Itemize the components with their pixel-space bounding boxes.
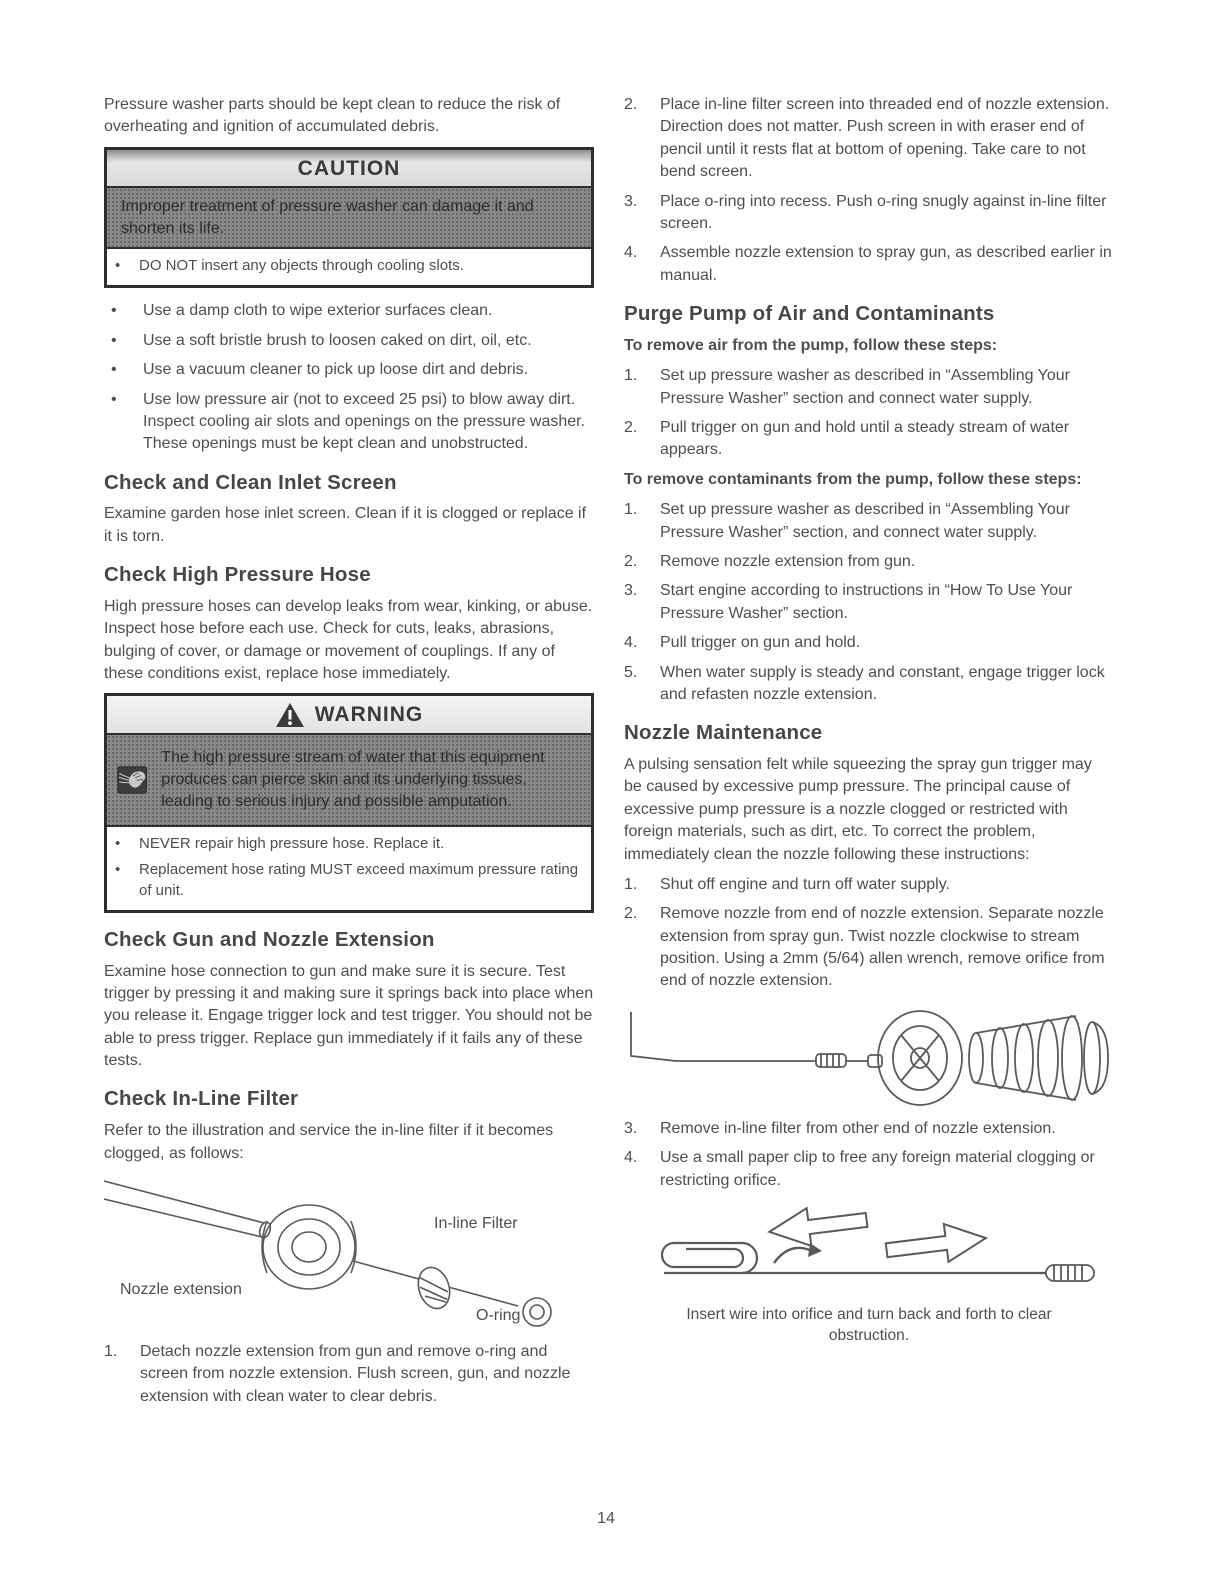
step-number: 1.: [624, 367, 638, 385]
label-inline-filter: In-line Filter: [434, 1214, 518, 1232]
numbered-step: [624, 903, 1114, 993]
step-text: Start engine according to instructions in “How To Use Your Pressure Washer” section.: [660, 582, 1073, 622]
list-item-text: • Use a damp cloth to wipe exterior surfaces clean.: [143, 302, 493, 320]
step-number: 1.: [624, 875, 638, 893]
numbered-step: [624, 191, 1114, 236]
label-o-ring: O-ring: [476, 1306, 521, 1324]
step-number: 4.: [624, 244, 638, 262]
numbered-step: [624, 1118, 1114, 1140]
step-number: 4.: [624, 1149, 638, 1167]
numbered-step: [624, 94, 1114, 184]
caution-message: Improper treatment of pressure washer can damage it and shorten its life.: [107, 188, 591, 249]
caution-bullet-text: • DO NOT insert any objects through cooling slots.: [139, 257, 464, 275]
step-number: 3.: [624, 1119, 638, 1137]
section-heading-nozzle-maintenance: Nozzle Maintenance: [624, 721, 823, 745]
warning-message-text: The high pressure stream of water that this equipment produces can pierce skin and its underlying tissues, leading to serious injury and possible amputation.: [161, 749, 545, 810]
step-text: Shut off engine and turn off water supply.: [660, 875, 950, 893]
step-number: 2.: [624, 905, 638, 923]
numbered-step: [624, 632, 1114, 654]
list-item: [104, 300, 594, 322]
warning-bullets: [107, 827, 591, 910]
step-text: Place o-ring into recess. Push o-ring snugly against in-line filter screen.: [660, 192, 1107, 232]
warning-box: [104, 693, 594, 912]
nozzle-wrench-diagram-drawing: [624, 1000, 1114, 1110]
nozzle-maintenance-body: A pulsing sensation felt while squeezing the spray gun trigger may be caused by excessive pump pressure. The principal cause of excessive pump pressure is a nozzle clogged or restricted with foreign materials, such as dirt, etc. To correct the problem, immediately clean the nozzle following these instructions:: [624, 755, 1092, 863]
step-text: Set up pressure washer as described in “Assembling Your Pressure Washer” section, and connect water supply.: [660, 501, 1070, 541]
step-text: Set up pressure washer as described in “Assembling Your Pressure Washer” section and connect water supply.: [660, 367, 1070, 407]
step-text: Remove nozzle from end of nozzle extension. Separate nozzle extension from spray gun. Twist nozzle clockwise to stream position. Using a 2mm (5/64) allen wrench, remove orifice from end of nozzle extension.: [660, 905, 1105, 990]
section-heading-gun-nozzle: Check Gun and Nozzle Extension: [104, 927, 435, 951]
warning-triangle-icon: [275, 702, 305, 728]
inline-filter-diagram-drawing: [104, 1173, 594, 1333]
intro-paragraph: Pressure washer parts should be kept clean to reduce the risk of overheating and ignition of accumulated debris.: [104, 96, 561, 136]
step-text: Detach nozzle extension from gun and remove o-ring and screen from nozzle extension. Flush screen, gun, and nozzle extension with clean water to clear debris.: [140, 1342, 571, 1405]
page-number: 14: [597, 1510, 615, 1527]
list-item: [104, 359, 594, 381]
label-nozzle-extension: Nozzle extension: [120, 1280, 242, 1298]
step-number: 2.: [624, 552, 638, 570]
caution-title: [107, 150, 591, 188]
gun-nozzle-body: Examine hose connection to gun and make sure it is secure. Test trigger by pressing it and making sure it springs back into place when you release it. Engage trigger lock and test trigger. You should not be able to press trigger. Replace gun immediately if it fails any of these tests.: [104, 962, 594, 1070]
numbered-step: [624, 580, 1114, 625]
warning-bullet-text: • NEVER repair high pressure hose. Replace it.: [139, 834, 445, 852]
step-number: 5.: [624, 663, 638, 681]
left-column: [104, 94, 594, 1415]
nozzle-wrench-diagram: [624, 1000, 1114, 1110]
list-item: [104, 330, 594, 352]
paper-clip-diagram-drawing: [624, 1199, 1114, 1297]
numbered-step: [624, 1147, 1114, 1192]
warning-title: [107, 696, 591, 734]
caution-box: [104, 147, 594, 289]
step-text: Pull trigger on gun and hold until a steady stream of water appears.: [660, 418, 1070, 459]
inline-filter-diagram: [104, 1173, 594, 1333]
purge-air-intro: To remove air from the pump, follow these steps:: [624, 336, 998, 354]
numbered-step: [624, 499, 1114, 544]
numbered-step: [624, 365, 1114, 410]
step-text: Use a small paper clip to free any foreign material clogging or restricting orifice.: [660, 1149, 1095, 1189]
warning-bullet: [109, 859, 581, 901]
step-number: 1.: [624, 501, 638, 519]
step-text: Assemble nozzle extension to spray gun, as described earlier in manual.: [660, 244, 1112, 284]
inlet-screen-body: Examine garden hose inlet screen. Clean if it is clogged or replace if it is torn.: [104, 505, 587, 545]
caution-bullet: [109, 255, 581, 276]
care-bullet-list: [104, 300, 594, 455]
warning-bullet: [109, 833, 581, 854]
list-item: [104, 389, 594, 456]
high-pressure-hose-body: High pressure hoses can develop leaks from wear, kinking, or abuse. Inspect hose before each use. Check for cuts, leaks, abrasions, bulging of cover, or damage or movement of couplings. If any of these conditions exist, replace hose immediately.: [104, 597, 593, 683]
step-number: 1.: [104, 1342, 118, 1360]
right-column: [624, 94, 1114, 1347]
list-item-text: • Use low pressure air (not to exceed 25 psi) to blow away dirt. Inspect cooling air slots and openings on the pressure washer. These openings must be kept clean and unobstructed.: [143, 390, 586, 453]
step-number: 3.: [624, 582, 638, 600]
list-item-text: • Use a vacuum cleaner to pick up loose dirt and debris.: [143, 361, 529, 379]
warning-message-area: [107, 735, 591, 827]
step-text: When water supply is steady and constant, engage trigger lock and refasten nozzle extension.: [660, 663, 1105, 703]
step-text: Remove nozzle extension from gun.: [660, 552, 916, 570]
section-heading-inlet-screen: Check and Clean Inlet Screen: [104, 470, 397, 494]
step-text: Place in-line filter screen into threaded end of nozzle extension. Direction does not matter. Push screen in with eraser end of pencil until it rests flat at bottom of opening. Take care to not bend screen.: [660, 96, 1110, 181]
paper-clip-caption: Insert wire into orifice and turn back and forth to clear obstruction.: [686, 1306, 1052, 1344]
caution-title-text: CAUTION: [297, 156, 401, 180]
step-text: Pull trigger on gun and hold.: [660, 634, 861, 652]
numbered-step: [624, 551, 1114, 573]
step-number: 2.: [624, 418, 638, 436]
section-heading-inline-filter: Check In-Line Filter: [104, 1087, 299, 1111]
list-item-text: • Use a soft bristle brush to loosen caked on dirt, oil, etc.: [143, 331, 532, 349]
section-heading-purge-pump: Purge Pump of Air and Contaminants: [624, 302, 995, 326]
warning-title-text: WARNING: [314, 703, 424, 727]
numbered-step: [624, 874, 1114, 896]
numbered-step: [624, 662, 1114, 707]
step-number: 3.: [624, 192, 638, 210]
numbered-step: [624, 417, 1114, 462]
inline-filter-body: Refer to the illustration and service the in-line filter if it becomes clogged, as follows:: [104, 1122, 554, 1162]
caution-bullets: [107, 249, 591, 285]
step-text: Remove in-line filter from other end of nozzle extension.: [660, 1119, 1056, 1137]
warning-bullet-text: • Replacement hose rating MUST exceed maximum pressure rating of unit.: [139, 860, 579, 899]
section-heading-high-pressure-hose: Check High Pressure Hose: [104, 563, 371, 587]
numbered-step: [624, 242, 1114, 287]
purge-contaminants-intro: To remove contaminants from the pump, follow these steps:: [624, 470, 1082, 488]
numbered-step: [104, 1341, 594, 1408]
step-number: 2.: [624, 96, 638, 113]
amputation-hazard-icon: [117, 743, 147, 817]
paper-clip-diagram: [624, 1199, 1114, 1297]
step-number: 4.: [624, 634, 638, 652]
